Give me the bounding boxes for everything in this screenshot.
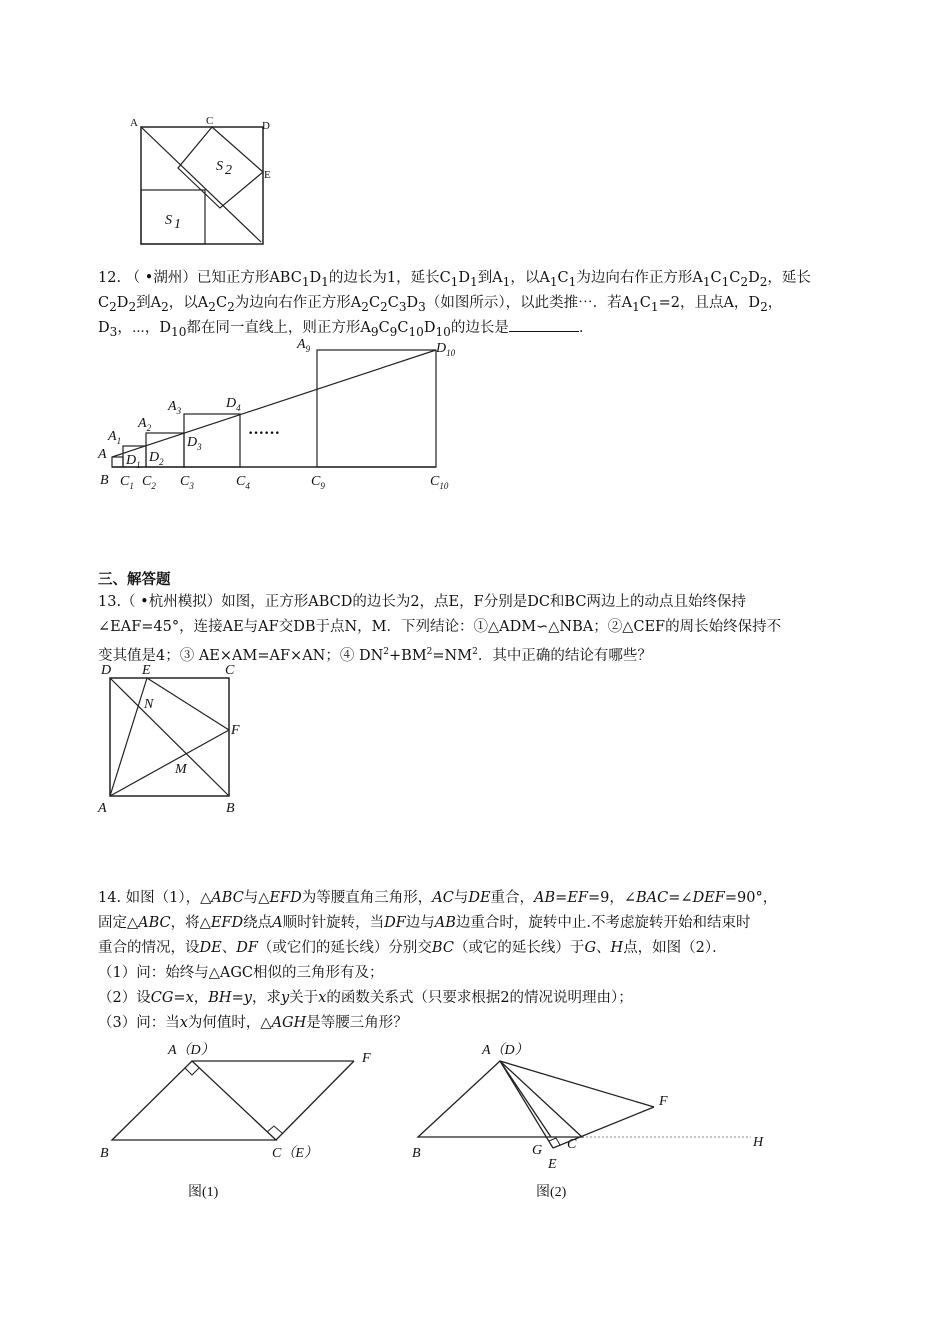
sub: 2 [740,274,749,289]
q12-text: D [458,270,470,286]
q12-text: C [98,295,110,311]
q12-text: C [557,270,569,286]
q14-text: AC [432,890,454,906]
q12-text: C [368,295,381,311]
q13-text: 变其值是4；③ AE×AM=AF×AN；④ DN [98,647,384,664]
q14-text: 边重合时，旋转中止.不考虑旋转开始和结束时 [455,915,751,931]
sub: 1 [721,274,730,289]
label-B: B [226,801,235,816]
sub: 10 [435,324,451,339]
q14-text: （或它的延长线）于 [453,940,585,956]
sub: 2 [208,299,216,314]
q12-text: （如图所示），以此类推⋯．若A [425,295,633,311]
square-1 [112,457,123,467]
q14-text: = [555,890,568,906]
figure-caption-2: 图(2) [536,1185,567,1200]
label-A3: $A_3$ [168,399,182,416]
right-angle-A [185,1068,199,1075]
label-A2: $A_2$ [138,416,152,433]
label-S1: S [165,213,172,228]
q13-text: =NM [432,647,473,664]
label-C9: $C_9$ [311,474,325,491]
label-E: E [548,1157,557,1172]
q14-text: y [243,990,252,1006]
answer-blank[interactable] [509,317,579,332]
label-C10: $C_{10}$ [430,474,449,491]
q12-text: 都在同一直线上，则正方形A [186,320,371,336]
sub: 9 [389,324,398,339]
sub: 1 [568,274,577,289]
q14-text: 边与 [405,915,435,931]
label-E: E [142,663,151,678]
segment-FC [276,1061,354,1140]
label-A: A [98,801,107,816]
sub: 1 [450,274,459,289]
q12-text: D [309,270,322,286]
q14-text: DEF [692,890,725,906]
q14-text: x [185,990,194,1006]
label-A9: $A_9$ [297,337,311,354]
q12-text: 12. （ •湖州）已知正方形ABC [98,270,302,286]
q14-text: 与△ [243,890,270,906]
q14-text: ，将△ [170,915,211,931]
q14-text: 重合的情况，设 [98,940,200,956]
label-C1: $C_1$ [120,474,134,491]
q14-text: （或它们的延长线）分别交 [257,940,432,956]
sub: 2 [759,274,768,289]
segment-EF [147,678,229,730]
label-G: G [532,1143,543,1158]
sub: 2 [128,299,137,314]
square-9 [317,350,436,467]
q13-text: ．其中正确的结论有哪些？ [477,647,652,664]
sub: 9 [370,324,379,339]
diagonal-DB [110,678,229,796]
label-dots: ······ [248,425,281,442]
label-B: B [100,473,109,488]
label-E: E [264,169,271,181]
q14-text: x [318,990,327,1006]
label-A1: $A_1$ [108,429,122,446]
q14-text: DE [199,940,222,956]
figure-caption-1: 图(1) [188,1185,219,1200]
q12-text: C [397,320,409,336]
sub: 10 [171,324,187,339]
q14-text: H [610,940,624,956]
q14-text: AB [534,890,556,906]
sub: 1 [702,274,711,289]
sub: 2 [361,299,369,314]
q14-part1: （1）问：始终与△AGC相似的三角形有及； [98,965,384,981]
q14-text: ，求 [251,990,281,1006]
label-D4: $D_4$ [226,396,241,413]
q14-text: CG [150,990,174,1006]
q12-text: C [639,295,651,311]
sub: 2 [161,299,169,314]
label-B: B [100,1146,109,1161]
q14-text: 固定△ [98,915,139,931]
q12-text: ，以A [510,270,550,286]
q14-text: 是等腰三角形？ [306,1015,408,1031]
q14-text: EF [567,890,588,906]
label-C: C [567,1137,577,1152]
q14-text: =9，∠ [587,890,637,906]
q14-text: 绕点 [243,915,273,931]
q13-line1: 13.（ •杭州模拟）如图，正方形ABCD的边长为2，点E，F分别是DC和BC两边上的动点且始终保持 [98,594,746,610]
label-B: B [412,1146,421,1161]
q14-text: ABC [211,890,244,906]
label-D10: $D_{10}$ [436,341,456,358]
label-AD: A（D） [168,1043,215,1058]
label-C: C [225,663,235,678]
q14-text: （3）问：当 [98,1015,180,1031]
q14-text: = [173,990,186,1006]
q14-text: 14. 如图（1），△ [98,890,212,906]
sub: 1 [321,274,329,289]
label-AD: A（D） [482,1043,529,1058]
right-angle-C [267,1126,282,1133]
label-C: C [206,115,214,127]
label-S1-sub: 1 [174,217,181,232]
q14-text: G [584,940,597,956]
q14-text: 顺时针旋转，当 [282,915,385,931]
q14-text: A [272,915,283,931]
q14-text: 、 [596,940,611,956]
q12-text: 为边向右作正方形A [576,270,703,286]
q12-text: 到A [477,270,503,286]
q14-text: DF [384,915,406,931]
sub: 2 [380,299,388,314]
q12-text: ，⋯，D [117,320,172,336]
q12-text: D [98,320,110,336]
q14-text: BH [208,990,232,1006]
q14-text: （2）设 [98,990,151,1006]
q14-text: ABC [138,915,171,931]
label-A: A [98,447,107,462]
q12-text: D [406,295,419,311]
q14-text: ， [193,990,209,1006]
sub: 2 [760,299,768,314]
q12-text: C [387,295,399,311]
q14-text: 的函数关系式（只要求根据2的情况说明理由）； [326,990,633,1006]
sub: 3 [418,299,426,314]
label-S2-sub: 2 [225,163,232,178]
label-C2: $C_2$ [142,474,156,491]
q12-text: ，延长 [767,270,811,286]
figure-q14-2 [404,1036,784,1206]
sub: 2 [109,299,117,314]
label-D1: $D_1$ [126,453,141,470]
q14-text: EFD [269,890,302,906]
q12-text: ， [767,295,783,311]
q14-text: 、 [221,940,237,956]
q14-part2 [98,986,633,1011]
q12-text: C [378,320,390,336]
q14-line1 [98,886,777,911]
figure-q12-squares [96,334,476,496]
q12-text: 为边向右作正方形A [234,295,362,311]
q14-text: 点，如图（2）． [623,940,727,956]
q14-line3 [98,936,727,961]
q14-text: 关于 [289,990,319,1006]
triangle-ABC [418,1061,582,1137]
q14-text: DE [468,890,491,906]
label-D: D [262,120,270,132]
q14-text: =90°， [724,890,778,906]
figure-square-s1-s2 [128,112,278,252]
sub: 1 [470,274,478,289]
q14-text: BC [431,940,454,956]
figure-q14-1 [96,1036,396,1206]
label-A: A [130,117,138,129]
sub: 3 [109,324,118,339]
label-F: F [362,1051,371,1066]
q14-text: DF [236,940,258,956]
q12-text: =2，且点A，D [658,295,761,311]
q12-text: ． [578,320,594,336]
q14-text: x [179,1015,188,1031]
label-F: F [231,723,240,738]
sub: 10 [408,324,424,339]
q14-text: = [231,990,244,1006]
q12-text: C [729,270,741,286]
q14-text: 为等腰直角三角形， [301,890,433,906]
sup: 2 [426,647,433,657]
q14-text: BAC [636,890,669,906]
sub: 1 [632,299,640,314]
label-D: D [101,663,112,678]
label-F: F [659,1094,668,1109]
label-D2: $D_2$ [149,450,164,467]
sup: 2 [472,647,478,657]
q14-text: AB [434,915,456,931]
sub: 1 [502,274,511,289]
q14-text: 与 [453,890,469,906]
q14-text: y [280,990,290,1006]
inner-square-s1 [141,190,205,244]
diagonal-line [141,127,261,242]
q13-line2: ∠EAF=45°，连接AE与AF交DB于点N，M．下列结论：①△ADM∽△NBA；②△CEF的周长始终保持不 [98,619,782,635]
q12-text: ，以A [168,295,209,311]
q12-text: C [215,295,228,311]
sub: 1 [301,274,310,289]
q14-text: =∠ [668,890,693,906]
sub: 1 [549,274,558,289]
q12-text: D [423,320,436,336]
q12-text: D [748,270,760,286]
q14-part3 [98,1011,408,1036]
q12-text: 到A [136,295,162,311]
q12-text: 的边长为1，延长C [328,270,451,286]
label-D3: $D_3$ [187,435,202,452]
label-S2: S [216,159,223,174]
q12-text: 的边长是 [450,320,509,336]
sup: 2 [383,647,390,657]
label-H: H [753,1135,764,1150]
q14-text: 为何值时，△ [187,1015,272,1031]
label-M: M [175,762,187,777]
q14-text: 重合， [490,890,535,906]
sub: 2 [227,299,235,314]
label-C3: $C_3$ [180,474,194,491]
figure-q13-square [96,660,256,818]
q13-text: +BM [389,647,427,664]
label-C4: $C_4$ [236,474,250,491]
section-title: 三、解答题 [98,572,171,588]
label-N: N [144,697,154,712]
q14-text: AGH [271,1015,307,1031]
sub: 1 [650,299,659,314]
q12-text: D [116,295,129,311]
q14-line2 [98,911,751,936]
label-CE: C（E） [272,1146,318,1161]
sub: 3 [398,299,407,314]
q12-text: C [710,270,722,286]
q14-text: EFD [210,915,244,931]
